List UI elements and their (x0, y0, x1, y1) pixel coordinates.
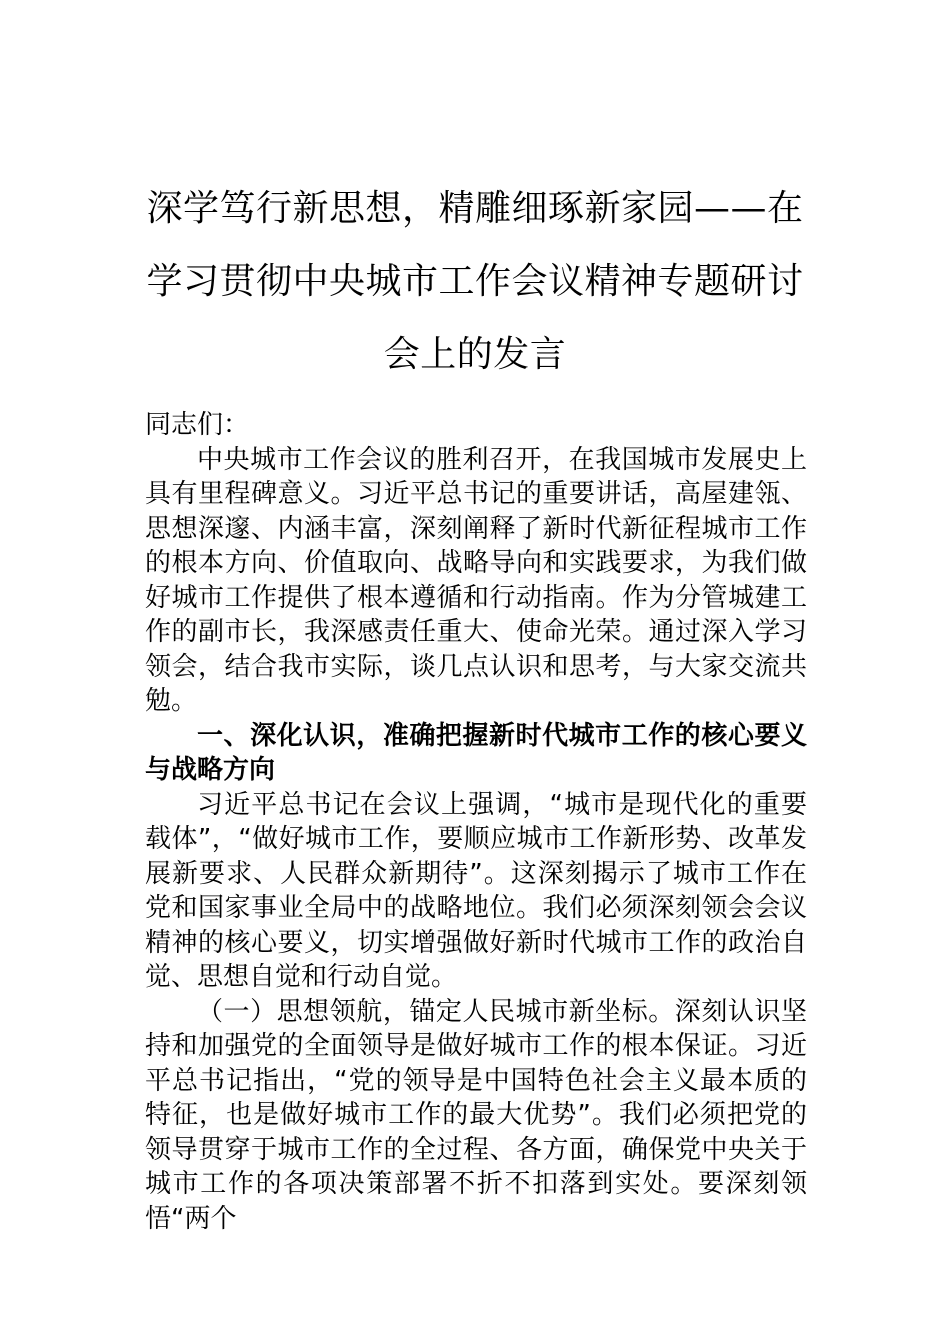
section-heading-1: 一、深化认识，准确把握新时代城市工作的核心要义与战略方向 (145, 720, 807, 785)
subsection-1-paragraph: （一）思想领航，锚定人民城市新坐标。深刻认识坚持和加强党的全面领导是做好城市工作的根本保证。习近平总书记指出，“党的领导是中国特色社会主义最本质的特征，也是做好城市工作的最大优势”。我们必须把党的领导贯穿于城市工作的全过程、各方面，确保党中央关于城市工作的各项决策部署不折不扣落到实处。要深刻领悟“两个 (145, 996, 807, 1234)
document-body (145, 408, 807, 1236)
section-1-paragraph: 习近平总书记在会议上强调，“城市是现代化的重要载体”，“做好城市工作，要顺应城市工作新形势、改革发展新要求、人民群众新期待”。这深刻揭示了城市工作在党和国家事业全局中的战略地位。我们必须深刻领会会议精神的核心要义，切实增强做好新时代城市工作的政治自觉、思想自觉和行动自觉。 (145, 789, 807, 992)
intro-paragraph: 中央城市工作会议的胜利召开，在我国城市发展史上具有里程碑意义。习近平总书记的重要讲话，高屋建瓴、思想深邃、内涵丰富，深刻阐释了新时代新征程城市工作的根本方向、价值取向、战略导向和实践要求，为我们做好城市工作提供了根本遵循和行动指南。作为分管城建工作的副市长，我深感责任重大、使命光荣。通过深入学习领会，结合我市实际，谈几点认识和思考，与大家交流共勉。 (145, 444, 807, 716)
salutation: 同志们： (145, 410, 250, 440)
document-title: 深学笃行新思想，精雕细琢新家园——在学习贯彻中央城市工作会议精神专题研讨会上的发言 (146, 188, 804, 375)
